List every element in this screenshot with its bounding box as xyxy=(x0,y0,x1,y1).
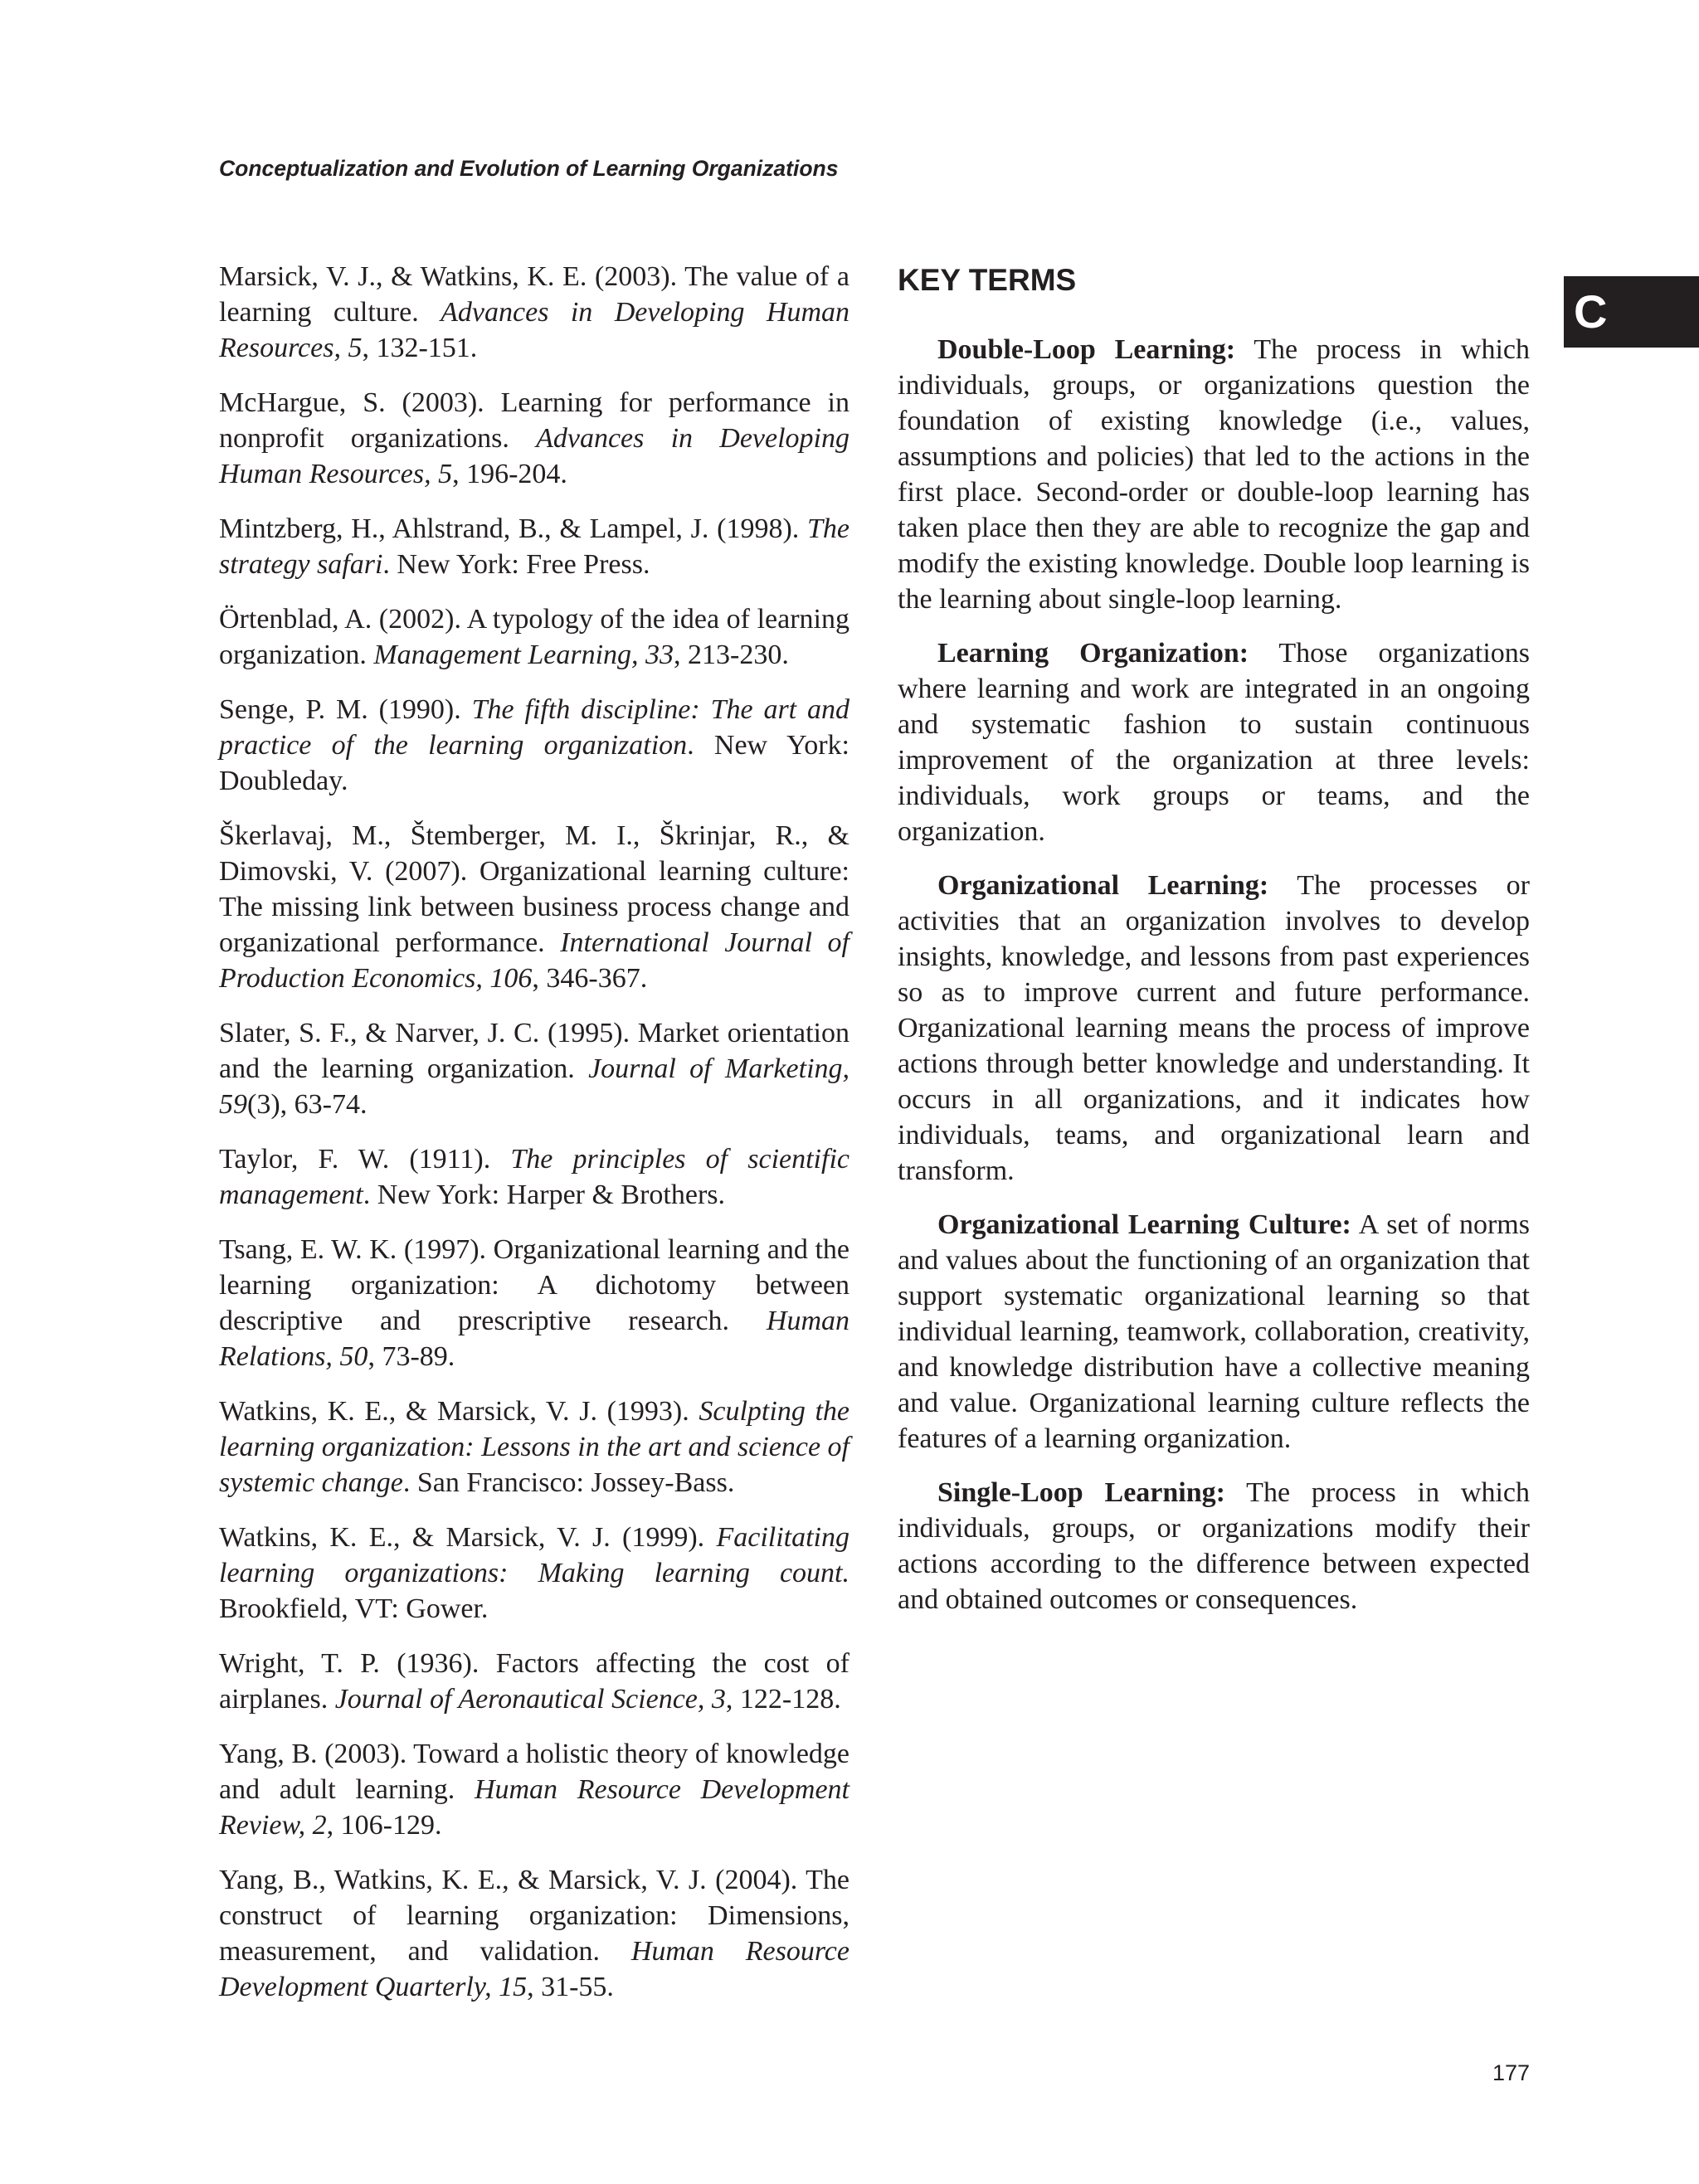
key-term-entry: Double-Loop Learning: The process in which individuals, groups, or organizations question the foundation of existing knowledge (i.e., values, assumptions and policies) that led to the actions in the first place. Second-order or double-loop learning has taken place then they are able to recognize the gap and modify the existing knowledge. Double loop learning is the learning about single-loop learning. xyxy=(898,334,1530,615)
reference-item: Tsang, E. W. K. (1997). Organizational learning and the learning organization: A dichotomy between descriptive and prescriptive research. Human Relations, 50, 73-89. xyxy=(219,1234,850,1372)
reference-item: Yang, B. (2003). Toward a holistic theory of knowledge and adult learning. Human Resource Development Review, 2, 106-129. xyxy=(219,1739,850,1841)
reference-item: Senge, P. M. (1990). The fifth discipline: The art and practice of the learning organization. New York: Doubleday. xyxy=(219,694,850,796)
key-term-entry: Organizational Learning Culture: A set of norms and values about the functioning of an organization that support systematic organizational learning so that individual learning, teamwork, collaboration, creativity, and knowledge distribution have a collective meaning and value. Organizational learning culture reflects the features of a learning organization. xyxy=(898,1209,1530,1454)
key-term-name: Single-Loop Learning: xyxy=(937,1477,1225,1508)
key-term-name: Organizational Learning: xyxy=(937,870,1269,901)
key-term-name: Learning Organization: xyxy=(937,638,1249,669)
reference-item: Slater, S. F., & Narver, J. C. (1995). Market orientation and the learning organization. Journal of Marketing, 59(3), 63-74. xyxy=(219,1018,850,1120)
reference-item: Wright, T. P. (1936). Factors affecting the cost of airplanes. Journal of Aeronautical Science, 3, 122-128. xyxy=(219,1648,850,1715)
key-term-name: Double-Loop Learning: xyxy=(937,334,1236,365)
key-term-entry: Organizational Learning: The processes or activities that an organization involves to develop insights, knowledge, and lessons from past experiences so as to improve current and future performance. Organizational learning means the process of improve actions through better knowledge and understanding. It occurs in all organizations, and it indicates how individuals, teams, and organizational learn and transform. xyxy=(898,870,1530,1186)
reference-item: Taylor, F. W. (1911). The principles of scientific management. New York: Harper & Brothers. xyxy=(219,1144,850,1210)
reference-item: Marsick, V. J., & Watkins, K. E. (2003). The value of a learning culture. Advances in Developing Human Resources, 5, 132-151. xyxy=(219,261,850,363)
reference-item: Örtenblad, A. (2002). A typology of the idea of learning organization. Management Learning, 33, 213-230. xyxy=(219,604,850,670)
reference-item: Yang, B., Watkins, K. E., & Marsick, V. J. (2004). The construct of learning organization: Dimensions, measurement, and validation. Human Resource Development Quarterly, 15, 31-55. xyxy=(219,1865,850,2002)
references-column xyxy=(219,259,850,2024)
reference-item: Watkins, K. E., & Marsick, V. J. (1999). Facilitating learning organizations: Making learning count. Brookfield, VT: Gower. xyxy=(219,1522,850,1624)
key-terms-heading: KEY TERMS xyxy=(898,263,1077,297)
section-tab-letter: C xyxy=(1564,276,1699,348)
reference-item: Škerlavaj, M., Štemberger, M. I., Škrinjar, R., & Dimovski, V. (2007). Organizational learning culture: The missing link between business process change and organizational performance. International Journal of Production Economics, 106, 346-367. xyxy=(219,820,850,994)
reference-item: McHargue, S. (2003). Learning for performance in nonprofit organizations. Advances in Developing Human Resources, 5, 196-204. xyxy=(219,387,850,489)
key-term-name: Organizational Learning Culture: xyxy=(937,1209,1351,1240)
running-head-title: Conceptualization and Evolution of Learning Organizations xyxy=(219,156,839,181)
reference-item: Mintzberg, H., Ahlstrand, B., & Lampel, J. (1998). The strategy safari. New York: Free Press. xyxy=(219,513,850,580)
key-terms-column xyxy=(898,259,1530,1636)
key-term-entry: Single-Loop Learning: The process in which individuals, groups, or organizations modify their actions according to the difference between expected and obtained outcomes or consequences. xyxy=(898,1477,1530,1615)
key-term-entry: Learning Organization: Those organizations where learning and work are integrated in an ongoing and systematic fashion to sustain continuous improvement of the organization at three levels: individuals, work groups or teams, and the organization. xyxy=(898,638,1530,847)
reference-item: Watkins, K. E., & Marsick, V. J. (1993). Sculpting the learning organization: Lessons in the art and science of systemic change. San Francisco: Jossey-Bass. xyxy=(219,1396,850,1498)
page-number: 177 xyxy=(1492,2060,1530,2085)
